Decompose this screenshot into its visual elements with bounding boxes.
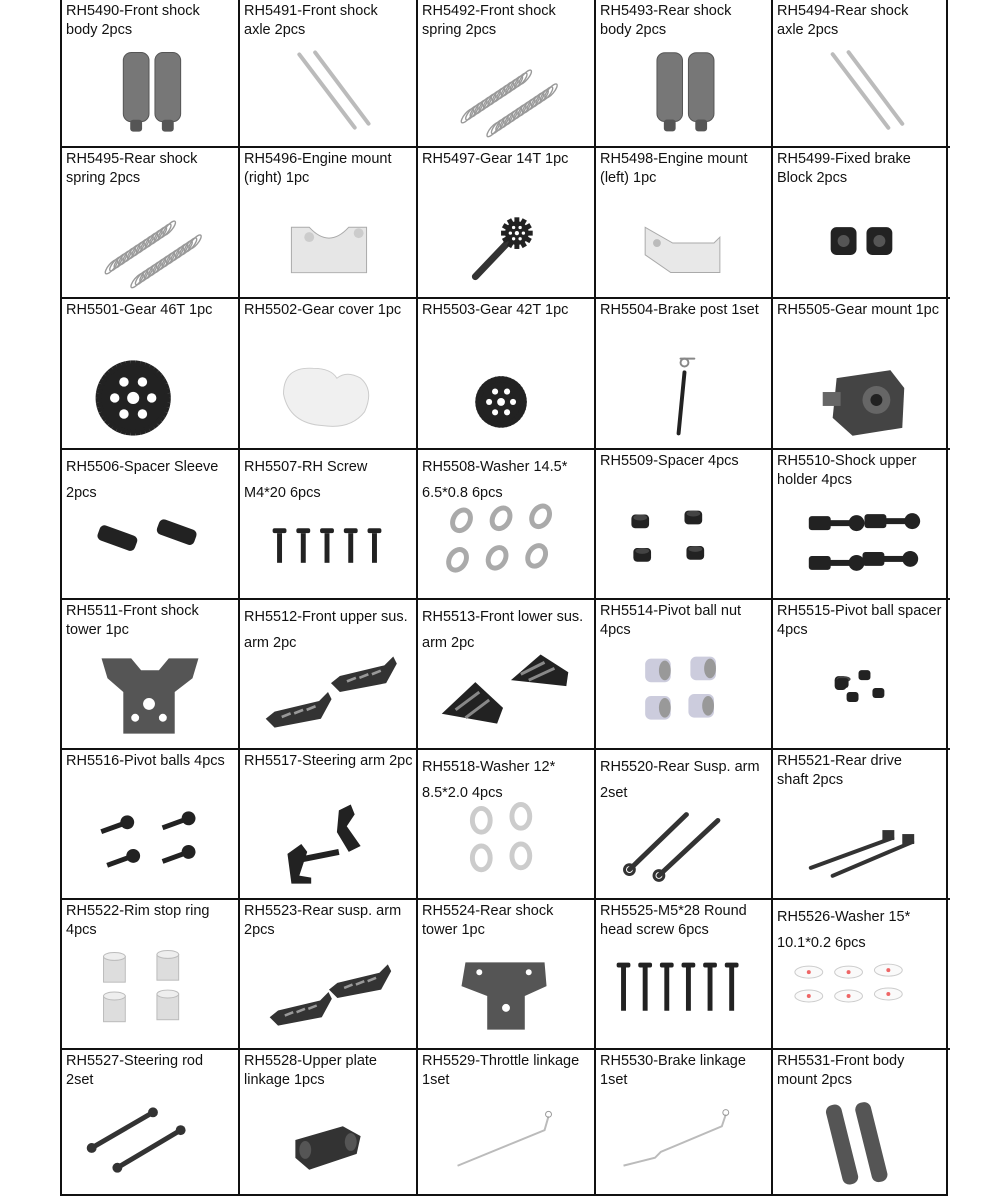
part-label: RH5497-Gear 14T 1pc	[422, 151, 569, 167]
part-cell	[418, 299, 596, 450]
part-label: RH5517-Steering arm 2pc	[244, 753, 413, 769]
pivot-spacer-icon	[773, 648, 950, 744]
engine-mount-icon	[240, 197, 416, 293]
part-cell	[62, 148, 240, 299]
part-cell	[240, 0, 418, 148]
part-label: RH5529-Throttle linkage 1set	[422, 1053, 580, 1088]
upper-arm-icon	[240, 648, 416, 744]
part-cell	[240, 750, 418, 900]
turnbuckle-icon	[596, 798, 771, 894]
part-label: RH5508-Washer 14.5* 6.5*0.8 6pcs	[422, 459, 568, 501]
shock-axle-icon	[240, 46, 416, 142]
part-label: RH5498-Engine mount (left) 1pc	[600, 151, 748, 186]
part-cell	[773, 299, 950, 450]
part-cell	[596, 450, 773, 600]
part-label: RH5528-Upper plate linkage 1pcs	[244, 1053, 377, 1088]
part-label: RH5495-Rear shock spring 2pcs	[66, 151, 198, 186]
part-cell	[773, 148, 950, 299]
part-label: RH5530-Brake linkage 1set	[600, 1053, 746, 1088]
part-cell	[62, 299, 240, 450]
part-cell	[773, 1050, 950, 1196]
part-label: RH5511-Front shock tower 1pc	[66, 603, 199, 638]
part-label: RH5525-M5*28 Round head screw 6pcs	[600, 903, 747, 938]
rear-arm-icon	[240, 948, 416, 1044]
part-label: RH5505-Gear mount 1pc	[777, 302, 939, 318]
spacers-icon	[596, 498, 771, 594]
parts-grid	[60, 0, 948, 1196]
part-label: RH5516-Pivot balls 4pcs	[66, 753, 225, 769]
part-cell	[596, 900, 773, 1050]
part-cell	[418, 0, 596, 148]
part-label: RH5509-Spacer 4pcs	[600, 453, 739, 469]
part-label: RH5493-Rear shock body 2pcs	[600, 3, 732, 38]
part-cell	[418, 900, 596, 1050]
part-label: RH5524-Rear shock tower 1pc	[422, 903, 554, 938]
part-label: RH5506-Spacer Sleeve 2pcs	[66, 459, 219, 501]
part-cell	[596, 1050, 773, 1196]
edge-tick	[946, 610, 948, 650]
part-cell	[418, 148, 596, 299]
part-cell	[62, 750, 240, 900]
part-cell	[240, 148, 418, 299]
part-cell	[418, 750, 596, 900]
part-label: RH5502-Gear cover 1pc	[244, 302, 402, 318]
part-cell	[62, 900, 240, 1050]
part-label: RH5501-Gear 46T 1pc	[66, 302, 213, 318]
plate-linkage-icon	[240, 1096, 416, 1192]
spacer-sleeve-icon	[62, 498, 238, 594]
part-label: RH5490-Front shock body 2pcs	[66, 3, 200, 38]
brake-post-icon	[596, 348, 771, 444]
part-label: RH5526-Washer 15* 10.1*0.2 6pcs	[777, 909, 911, 951]
spring-icon	[62, 197, 238, 293]
part-cell	[240, 600, 418, 750]
body-mount-icon	[773, 1096, 950, 1192]
part-cell	[240, 900, 418, 1050]
medium-gear-icon	[418, 348, 594, 444]
rim-ring-icon	[62, 948, 238, 1044]
shock-tower-icon	[62, 648, 238, 744]
shock-axle-icon	[773, 46, 950, 142]
part-label: RH5515-Pivot ball spacer 4pcs	[777, 603, 942, 638]
part-label: RH5522-Rim stop ring 4pcs	[66, 903, 210, 938]
part-cell	[62, 450, 240, 600]
part-label: RH5521-Rear drive shaft 2pcs	[777, 753, 902, 788]
part-label: RH5514-Pivot ball nut 4pcs	[600, 603, 742, 638]
part-cell	[418, 450, 596, 600]
lower-arm-icon	[418, 648, 594, 744]
shock-body-icon	[596, 46, 771, 142]
part-label: RH5520-Rear Susp. arm 2set	[600, 759, 760, 801]
part-cell	[773, 600, 950, 750]
washers-icon	[418, 498, 594, 594]
rear-tower-icon	[418, 948, 594, 1044]
steering-arm-icon	[240, 798, 416, 894]
shock-holder-icon	[773, 498, 950, 594]
pinion-gear-icon	[418, 197, 594, 293]
part-cell	[240, 1050, 418, 1196]
part-label: RH5512-Front upper sus. arm 2pc	[244, 609, 408, 651]
part-label: RH5513-Front lower sus. arm 2pc	[422, 609, 584, 651]
part-label: RH5507-RH Screw M4*20 6pcs	[244, 459, 368, 501]
thick-washers-icon	[418, 798, 594, 894]
brake-linkage-icon	[596, 1096, 771, 1192]
part-cell	[240, 299, 418, 450]
part-cell	[62, 1050, 240, 1196]
part-label: RH5503-Gear 42T 1pc	[422, 302, 569, 318]
part-label: RH5492-Front shock spring 2pcs	[422, 3, 556, 38]
long-screws-icon	[596, 948, 771, 1044]
part-cell	[596, 148, 773, 299]
part-cell	[773, 750, 950, 900]
pivot-balls-icon	[62, 798, 238, 894]
part-cell	[773, 900, 950, 1050]
part-cell	[596, 0, 773, 148]
part-label: RH5499-Fixed brake Block 2pcs	[777, 151, 911, 186]
part-cell	[596, 750, 773, 900]
part-cell	[773, 450, 950, 600]
large-gear-icon	[62, 348, 238, 444]
part-cell	[418, 600, 596, 750]
drive-shaft-icon	[773, 798, 950, 894]
thin-washers-icon	[773, 948, 950, 1044]
part-cell	[596, 299, 773, 450]
part-cell	[773, 0, 950, 148]
part-label: RH5523-Rear susp. arm 2pcs	[244, 903, 402, 938]
engine-mount-left-icon	[596, 197, 771, 293]
part-label: RH5518-Washer 12* 8.5*2.0 4pcs	[422, 759, 556, 801]
part-cell	[240, 450, 418, 600]
pivot-nut-icon	[596, 648, 771, 744]
throttle-linkage-icon	[418, 1096, 594, 1192]
part-cell	[596, 600, 773, 750]
part-label: RH5504-Brake post 1set	[600, 302, 759, 318]
steering-rod-icon	[62, 1096, 238, 1192]
shock-body-icon	[62, 46, 238, 142]
part-label: RH5510-Shock upper holder 4pcs	[777, 453, 917, 488]
gear-cover-icon	[240, 348, 416, 444]
parts-sheet	[60, 0, 948, 1196]
part-label: RH5496-Engine mount (right) 1pc	[244, 151, 392, 186]
part-label: RH5531-Front body mount 2pcs	[777, 1053, 905, 1088]
spring-icon	[418, 46, 594, 142]
brake-block-icon	[773, 197, 950, 293]
part-cell	[418, 1050, 596, 1196]
part-label: RH5491-Front shock axle 2pcs	[244, 3, 378, 38]
part-cell	[62, 0, 240, 148]
part-label: RH5494-Rear shock axle 2pcs	[777, 3, 909, 38]
part-label: RH5527-Steering rod 2set	[66, 1053, 204, 1088]
gear-mount-icon	[773, 348, 950, 444]
screws-icon	[240, 498, 416, 594]
part-cell	[62, 600, 240, 750]
